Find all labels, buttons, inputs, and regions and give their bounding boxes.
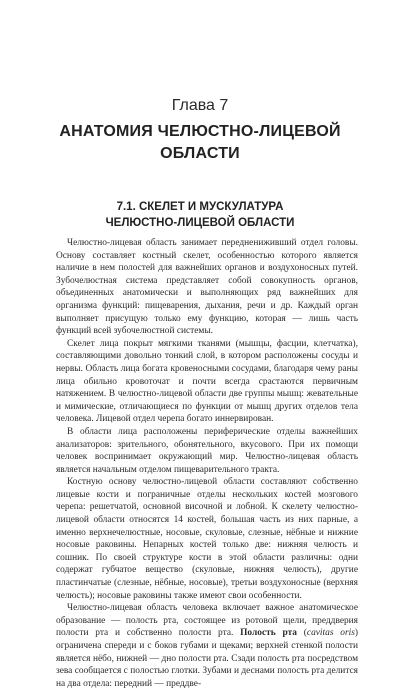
section-heading-line-1: 7.1. СКЕЛЕТ И МУСКУЛАТУРА: [116, 201, 284, 213]
term-latin: cavitas oris: [306, 628, 355, 639]
chapter-title: [0, 121, 400, 165]
paragraph: [56, 602, 358, 690]
paragraph-text: Челюстно-лицевая область человека включает важное анатомическое образование — полость рта, состоящее из ротовой щели, преддверия полости рта и собственно полости рта.: [56, 603, 358, 639]
term-bold: Полость рта: [240, 628, 297, 639]
paragraph: Костную основу челюстно-лицевой области составляют собственно лицевые кости и пограничные отделы нескольких костей мозгового черепа: решетчатой, основной височной и лобной. К скелету челюстно-лицевой области относятся 14 костей, большая часть из них парные, а именно верхнечелюстные, носовые, скуловые, слезные, нёбные и нижние носовые раковины. Непарных костей только две: нижняя челюсть и сошник. По своей структуре кости в этой области различны: одни содержат губчатое вещество (скуловые, нижняя челюсть), другие пластинчатые (слезные, нёбные, носовые), третьи воздухоносные (верхняя челюсть); носовые раковины также имеют свои особенности.: [56, 477, 358, 601]
paragraph-text: ) ограничена спереди и с боков губами и щеками; верхней стенкой полости является нёбо, нижней — дно полости рта. Сзади полость рта посредством зева сообщается с полостью глотки. Зубами и деснами полость рта делится на два отдела: передний — преддве-: [56, 628, 358, 689]
chapter-heading: [0, 96, 400, 165]
chapter-title-line-2: ОБЛАСТИ: [160, 145, 240, 162]
section-heading: [0, 199, 400, 231]
section-heading-line-2: ЧЕЛЮСТНО-ЛИЦЕВОЙ ОБЛАСТИ: [105, 217, 295, 229]
paragraph: В области лица расположены периферические отделы важнейших анализаторов: зрительного, обонятельного, вкусового. При их помощи человек воспринимает окружающий мир. Челюстно-лицевая область является начальным отделом пищеварительного тракта.: [56, 426, 358, 475]
body-text: [56, 237, 358, 690]
chapter-label: Глава 7: [171, 97, 229, 114]
paragraph: Скелет лица покрыт мягкими тканями (мышцы, фасции, клетчатка), составляющими довольно тонкий слой, в котором расположены сосуды и нервы. Область лица богата кровеносными сосудами, благодаря чему раны лица обильно кровоточат и почти всегда срастаются первичным натяжением. В челюстно-лицевой области две группы мышц: жевательные и мимические, отличающиеся по функции от мышц других отделов тела человека. Лицевой отдел черепа богато иннервирован.: [56, 338, 358, 425]
paragraph: Челюстно-лицевая область занимает переднениживший отдел головы. Основу составляет костный скелет, особенностью которого является наличие в нем полостей для важнейших органов и воздухоносных путей. Зубочелюстная система представляет собой совокупность органов, объединенных анатомически и выполняющих ряд важнейших для организма функций: пищеварения, дыхания, речи и др. Каждый орган выполняет присущую только ему функцию, которая — лишь часть функций всей зубочелюстной системы.: [56, 238, 358, 337]
paragraph-text: (: [296, 628, 307, 639]
chapter-title-line-1: АНАТОМИЯ ЧЕЛЮСТНО-ЛИЦЕВОЙ: [59, 123, 341, 140]
